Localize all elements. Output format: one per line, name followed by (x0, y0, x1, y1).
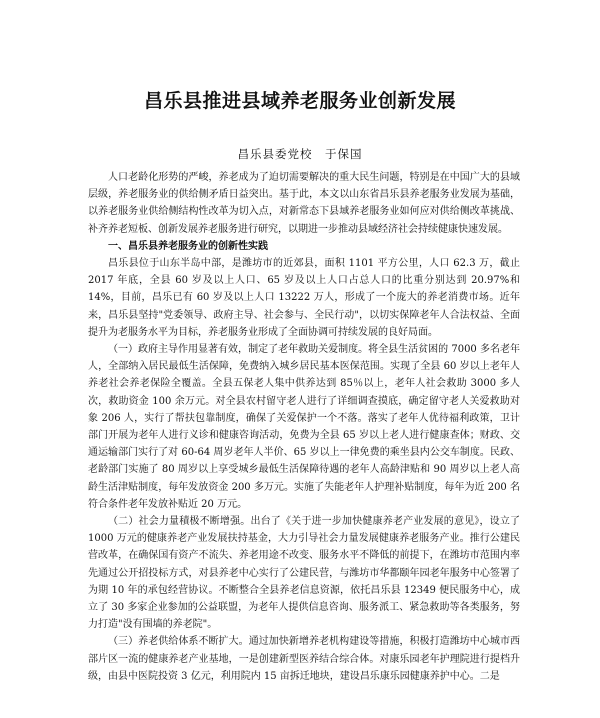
paragraph-government-role: （一）政府主导作用显著有效，制定了老年救助关爱制度。将全县生活贫困的 7000 多名老年人，全部纳入居民最低生活保障，免费纳入城乡居民基本医保范围。实现了全县 60 岁以上老年人养老社会养老保险全覆盖。全县五保老人集中供养达到 85％以上，老年人社会救助 3000 多人次，救助资金 100 余万元。对全县农村留守老人进行了详细调查摸底，确定留守老人关爱救助对象 206 人，实行了帮扶包靠制度，确保了关爱保护一个不落。落实了老年人优待福利政策，卫计部门开展为老年人进行义诊和健康咨询活动，免费为全县 65 岁以上老人进行健康查体；财政、交通运输部门实行了对 60-64 周岁老年人半价、65 岁以上一律免费的乘坐县内公交车制度。民政、老龄部门实施了 80 周岁以上享受城乡最低生活保障待遇的老年人高龄津贴和 90 周岁以上老人高龄生活津贴制度，每年发放资金 200 多万元。实施了失能老年人护理补贴制度，每年为近 200 名符合条件老年发放补贴近 20 万元。 (88, 344, 520, 510)
section-heading: 一、昌乐县养老服务业的创新性实践 (108, 240, 268, 252)
article-body (88, 169, 520, 685)
section-intro-paragraph: 昌乐县位于山东半岛中部，是潍坊市的近郊县，面积 1101 平方公里，人口 62.3 万，截止 2017 年底，全县 60 岁及以上人口、65 岁及以上人口占总人口的比重分别达到 20.97%和 14%，目前，昌乐已有 60 岁及以上人口 13222 万人，形成了一个庞大的养老消费市场。近年来，昌乐县坚持"党委领导、政府主导、社会参与、全民行动"，以切实保障老年人合法权益、全面提升为老服务水平为目标，养老服务业形成了全面协调可持续发展的良好局面。 (88, 258, 520, 338)
abstract-paragraph: 人口老龄化形势的严峻，养老成为了迫切需要解决的重大民生问题，特别是在中国广大的县域层级，养老服务业的供给侧矛盾日益突出。基于此，本文以山东省昌乐县养老服务业发展为基础，以养老服务业供给侧结构性改革为切入点，对新常态下县域养老服务业如何应对供给侧改革挑战、补齐养老短板、创新发展养老服务进行研究，以期进一步推动县域经济社会持续健康快速发展。 (88, 172, 520, 235)
paragraph-supply-system: （三）养老供给体系不断扩大。通过加快新增养老机构建设等措施，积极打造潍坊中心城市西部片区一流的健康养老产业基地，一是创建新型医养结合综合体。对康乐园老年护理院进行提档升级，由县中医院投资 3 亿元，利用院内 15 亩拆迁地块，建设昌乐康乐园健康养护中心。二是 (88, 636, 520, 682)
article-title: 昌乐县推进县域养老服务业创新发展 (143, 90, 456, 112)
paragraph-social-forces: （二）社会力量積极不断增强。出台了《关于进一步加快健康养老产业发展的意见》，设立了 1000 万元的健康养老产业发展扶持基金，大力引导社会力量发展健康养老服务产业。推行公建民营改革，在确保国有资产不流失、养老用途不改变、服务水平不降低的前提下，在潍坊市范围内率先通过公开招投标方式，对县养老中心实行了公建民营，与潍坊市华都颐年园老年服务中心签署了为期 10 年的承包经营协议。不断整合全县养老信息资源，依托昌乐县 12349 便民服务中心，成立了 30 多家企业参加的公益联盟，为老年人提供信息咨询、服务派工、紧急救助等各类服务，努力打造"没有围墙的养老院"。 (88, 516, 520, 631)
article-author: 昌乐县委党校 于保国 (237, 147, 363, 161)
